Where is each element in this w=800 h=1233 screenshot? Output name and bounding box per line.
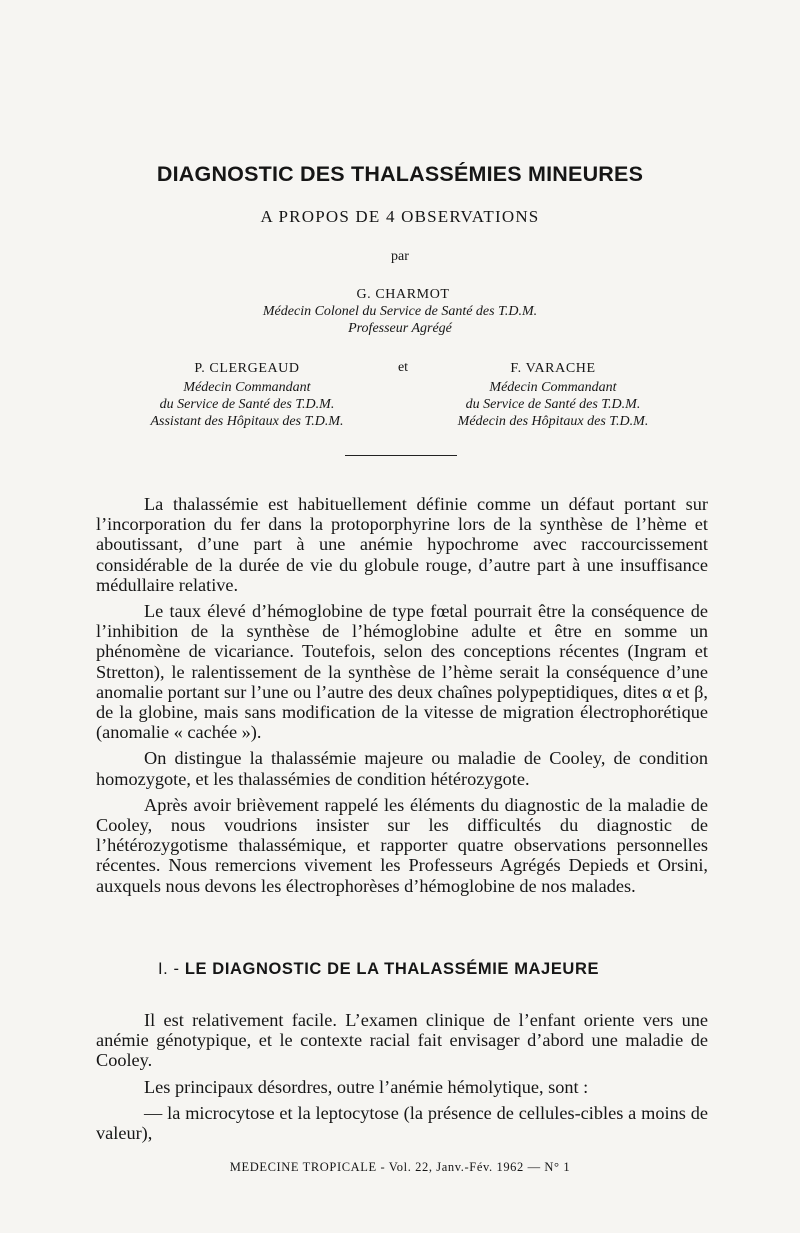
article-subtitle: A PROPOS DE 4 OBSERVATIONS	[260, 207, 540, 226]
paragraph: Après avoir brièvement rappelé les éléments du diagnostic de la maladie de Cooley, nous voudrions insister sur les difficultés du diagnostic de l’hétérozygotisme thalassémique, et rapporter quatre observations personnelles récentes. Nous remercions vivement les Professeurs Agrégés Depieds et Orsini, auxquels nous devons les électrophorèses d’hémoglobine de nos malades.	[96, 794, 708, 896]
right-author-service: du Service de Santé des T.D.M.	[465, 397, 641, 412]
left-author-name: P. CLERGEAUD	[194, 361, 300, 376]
left-author-block	[112, 360, 382, 430]
author-connector: et	[397, 360, 409, 375]
main-author-role: Médecin Colonel du Service de Santé des T.D.M.	[262, 304, 538, 319]
main-author-name: G. CHARMOT	[356, 287, 450, 302]
section-number: I. -	[158, 960, 180, 978]
left-author-position: Assistant des Hôpitaux des T.D.M.	[150, 414, 344, 429]
section-text	[96, 1010, 708, 1149]
separator-rule	[345, 455, 457, 456]
left-author-role: Médecin Commandant	[183, 380, 311, 395]
paragraph: Les principaux désordres, outre l’anémie hémolytique, sont :	[144, 1076, 589, 1097]
intro-text	[96, 494, 708, 902]
article-title: DIAGNOSTIC DES THALASSÉMIES MINEURES	[156, 162, 644, 186]
main-author-block	[0, 286, 800, 337]
main-author-title: Professeur Agrégé	[348, 321, 452, 336]
paragraph: On distingue la thalassémie majeure ou maladie de Cooley, de condition homozygote, et les thalassémies de condition hétérozygote.	[96, 748, 708, 789]
section-title: LE DIAGNOSTIC DE LA THALASSÉMIE MAJEURE	[184, 960, 600, 978]
right-author-name: F. VARACHE	[510, 361, 596, 376]
journal-footer: MEDECINE TROPICALE - Vol. 22, Janv.-Fév. 1962 — N° 1	[229, 1160, 571, 1174]
paragraph: La thalassémie est habituellement définie comme un défaut portant sur l’incorporation du fer dans la protoporphyrine lors de la synthèse de l’hème et aboutissant, d’une part à une anémie hypochrome avec raccourcissement considérable de la durée de vie du globule rouge, d’autre part à une insuffisance médullaire relative.	[96, 494, 708, 595]
right-author-role: Médecin Commandant	[489, 380, 617, 395]
right-author-position: Médecin des Hôpitaux des T.D.M.	[457, 414, 649, 429]
paragraph: Le taux élevé d’hémoglobine de type fœtal pourrait être la conséquence de l’inhibition de la synthèse de l’hémoglobine adulte et être en somme un phénomène de vicariance. Toutefois, selon des conceptions récentes (Ingram et Stretton), le ralentissement de la synthèse de l’hème serait la conséquence d’une anomalie portant sur l’une ou l’autre des deux chaînes polypeptidiques, dites α et β, de la globine, mais sans modification de la vitesse de migration électrophorétique (anomalie « cachée »).	[96, 601, 708, 743]
section-heading	[158, 960, 599, 979]
left-author-service: du Service de Santé des T.D.M.	[159, 397, 335, 412]
paragraph: — la microcytose et la leptocytose (la présence de cellules-cibles a moins de valeur),	[96, 1102, 708, 1144]
by-line: par	[391, 249, 409, 264]
right-author-block	[418, 360, 688, 430]
paragraph: Il est relativement facile. L’examen clinique de l’enfant oriente vers une anémie génotypique, et le contexte racial fait envisager d’abord une maladie de Cooley.	[96, 1010, 708, 1071]
